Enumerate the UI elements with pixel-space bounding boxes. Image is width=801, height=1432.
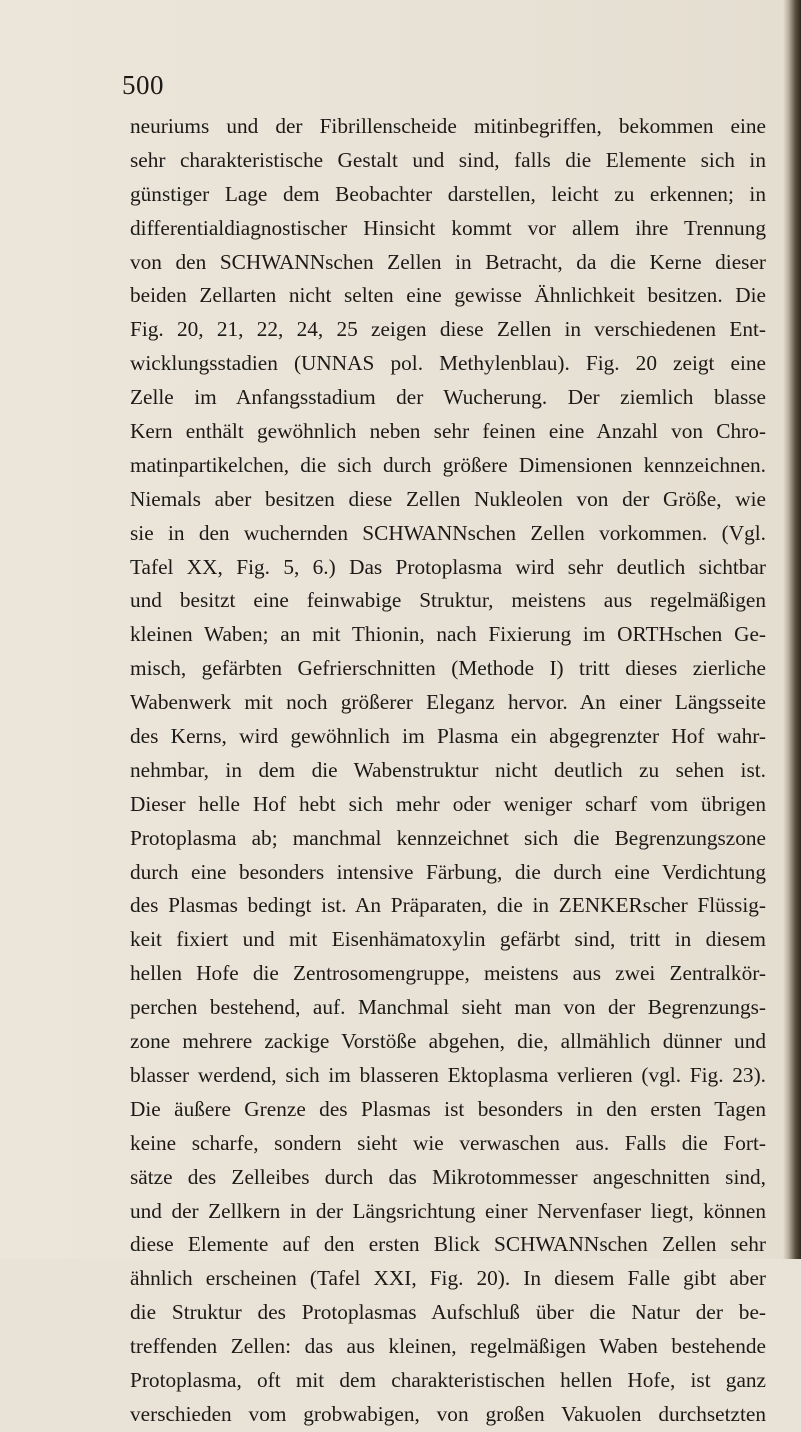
text-line: wicklungsstadien (UNNAS pol. Methylenblau). Fig. 20 zeigt eine: [130, 351, 766, 376]
text-line: günstiger Lage dem Beobachter darstellen, leicht zu erkennen; in: [130, 181, 766, 206]
text-line: des Kerns, wird gewöhnlich im Plasma ein abgegrenzter Hof wahr-: [130, 724, 766, 749]
text-line: keit fixiert und mit Eisenhämatoxylin gefärbt sind, tritt in diesem: [130, 927, 766, 952]
body-text: [130, 110, 766, 1432]
page-binding-shadow: [783, 0, 801, 1259]
text-line: differentialdiagnostischer Hinsicht kommt vor allem ihre Trennung: [130, 215, 766, 240]
text-line: Kern enthält gewöhnlich neben sehr feinen eine Anzahl von Chro-: [130, 419, 766, 444]
text-line: Fig. 20, 21, 22, 24, 25 zeigen diese Zellen in verschiedenen Ent-: [130, 317, 766, 342]
text-line: kleinen Waben; an mit Thionin, nach Fixierung im ORTHschen Ge-: [130, 622, 766, 647]
text-line: beiden Zellarten nicht selten eine gewisse Ähnlichkeit besitzen. Die: [130, 283, 766, 308]
text-line: neuriums und der Fibrillenscheide mitinbegriffen, bekommen eine: [130, 114, 766, 138]
text-line: zone mehrere zackige Vorstöße abgehen, die, allmählich dünner und: [130, 1029, 766, 1054]
text-line: perchen bestehend, auf. Manchmal sieht man von der Begrenzungs-: [130, 995, 766, 1020]
text-line: hellen Hofe die Zentrosomengruppe, meistens aus zwei Zentralkör-: [130, 961, 766, 986]
text-line: Tafel XX, Fig. 5, 6.) Das Protoplasma wird sehr deutlich sichtbar: [130, 554, 766, 579]
text-line: die Struktur des Protoplasmas Aufschluß über die Natur der be-: [130, 1300, 766, 1325]
text-line: Dieser helle Hof hebt sich mehr oder weniger scharf vom übrigen: [130, 791, 766, 816]
text-line: matinpartikelchen, die sich durch größere Dimensionen kennzeichnen.: [130, 452, 766, 477]
text-line: blasser werdend, sich im blasseren Ektoplasma verlieren (vgl. Fig. 23).: [130, 1062, 766, 1087]
text-line: Zelle im Anfangsstadium der Wucherung. Der ziemlich blasse: [130, 385, 766, 410]
text-line: treffenden Zellen: das aus kleinen, regelmäßigen Waben bestehende: [130, 1334, 766, 1359]
text-line: sie in den wuchernden SCHWANNschen Zellen vorkommen. (Vgl.: [130, 520, 766, 545]
text-line: Protoplasma ab; manchmal kennzeichnet sich die Begrenzungszone: [130, 825, 766, 850]
text-line: Die äußere Grenze des Plasmas ist besonders in den ersten Tagen: [130, 1096, 766, 1121]
text-line: Protoplasma, oft mit dem charakteristischen hellen Hofe, ist ganz: [130, 1367, 766, 1392]
page-number: 500: [122, 70, 164, 100]
text-line: des Plasmas bedingt ist. An Präparaten, die in ZENKERscher Flüssig-: [130, 893, 766, 918]
text-line: und besitzt eine feinwabige Struktur, meistens aus regelmäßigen: [130, 588, 766, 613]
text-line: Niemals aber besitzen diese Zellen Nukleolen von der Größe, wie: [130, 486, 766, 511]
text-line: und der Zellkern in der Längsrichtung einer Nervenfaser liegt, können: [130, 1198, 766, 1223]
text-line: sehr charakteristische Gestalt und sind, falls die Elemente sich in: [130, 147, 766, 172]
text-line: verschieden vom grobwabigen, von großen Vakuolen durchsetzten: [130, 1401, 766, 1426]
text-line: misch, gefärbten Gefrierschnitten (Methode I) tritt dieses zierliche: [130, 656, 766, 681]
text-line: diese Elemente auf den ersten Blick SCHWANNschen Zellen sehr: [130, 1232, 766, 1257]
text-line: von den SCHWANNschen Zellen in Betracht, da die Kerne dieser: [130, 249, 766, 274]
text-line: Wabenwerk mit noch größerer Eleganz hervor. An einer Längsseite: [130, 690, 766, 715]
text-line: durch eine besonders intensive Färbung, die durch eine Verdichtung: [130, 859, 766, 884]
text-line: keine scharfe, sondern sieht wie verwaschen aus. Falls die Fort-: [130, 1130, 766, 1155]
text-line: sätze des Zelleibes durch das Mikrotommesser angeschnitten sind,: [130, 1164, 766, 1189]
text-line: nehmbar, in dem die Wabenstruktur nicht deutlich zu sehen ist.: [130, 757, 766, 782]
text-line: ähnlich erscheinen (Tafel XXI, Fig. 20). In diesem Falle gibt aber: [130, 1266, 766, 1291]
